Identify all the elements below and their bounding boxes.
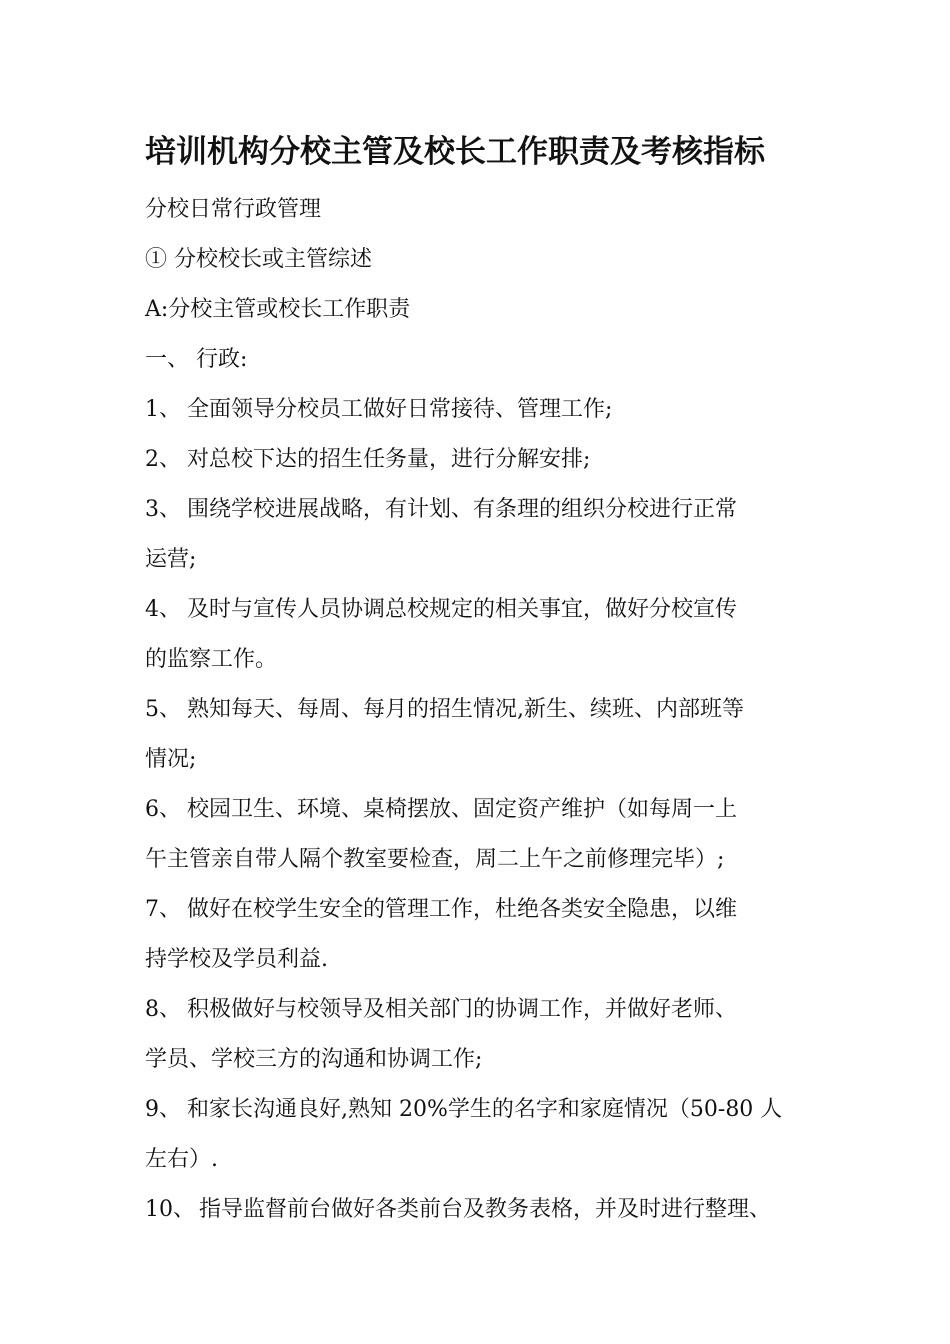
list-item [145,485,835,585]
item-text: 和家长沟通良好,熟知 20%学生的名字和家庭情况（50-80 人 [187,1097,783,1122]
part-heading: A:分校主管或校长工作职责 [145,297,411,322]
item-text: 积极做好与校领导及相关部门的协调工作，并做好老师、 [187,997,738,1022]
item-text: 指导监督前台做好各类前台及教务表格，并及时进行整理、 [199,1197,772,1222]
item-text-continued: 持学校及学员利益. [145,947,328,972]
item-text-continued: 运营; [145,547,197,572]
item-number: 3、 [145,497,181,522]
category-heading: 一、 行政: [145,347,248,372]
item-number: 1、 [145,397,181,422]
list-item [145,385,835,435]
list-item [145,685,835,785]
document-title: 培训机构分校主管及校长工作职责及考核指标 [145,134,765,170]
item-number: 9、 [145,1097,181,1122]
item-number: 10、 [145,1197,195,1222]
item-number: 6、 [145,797,181,822]
item-text: 及时与宣传人员协调总校规定的相关事宜，做好分校宣传 [187,597,738,622]
item-text-continued: 情况; [145,747,197,772]
document-content [145,125,835,1235]
item-text: 校园卫生、环境、桌椅摆放、固定资产维护（如每周一上 [187,797,738,822]
item-number: 5、 [145,697,181,722]
item-text: 对总校下达的招生任务量，进行分解安排; [187,447,591,472]
list-item [145,1085,835,1185]
item-text-continued: 学员、学校三方的沟通和协调工作; [145,1047,483,1072]
list-item [145,435,835,485]
list-item [145,585,835,685]
item-number: 7、 [145,897,181,922]
item-text-continued: 左右）. [145,1147,218,1172]
item-text-continued: 午主管亲自带人隔个教室要检查，周二上午之前修理完毕）; [145,847,725,872]
item-text: 熟知每天、每周、每月的招生情况,新生、续班、内部班等 [187,697,744,722]
item-list [145,385,835,1235]
list-item [145,885,835,985]
item-text: 做好在校学生安全的管理工作，杜绝各类安全隐患，以维 [187,897,738,922]
item-number: 2、 [145,447,181,472]
list-item [145,985,835,1085]
item-text: 全面领导分校员工做好日常接待、管理工作; [187,397,613,422]
subsection-heading: ① 分校校长或主管综述 [145,247,372,272]
list-item [145,785,835,885]
item-number: 8、 [145,997,181,1022]
item-text-continued: 的监察工作。 [145,647,278,672]
list-item [145,1185,835,1235]
item-text: 围绕学校进展战略，有计划、有条理的组织分校进行正常 [187,497,738,522]
item-number: 4、 [145,597,181,622]
section-heading: 分校日常行政管理 [145,197,322,222]
